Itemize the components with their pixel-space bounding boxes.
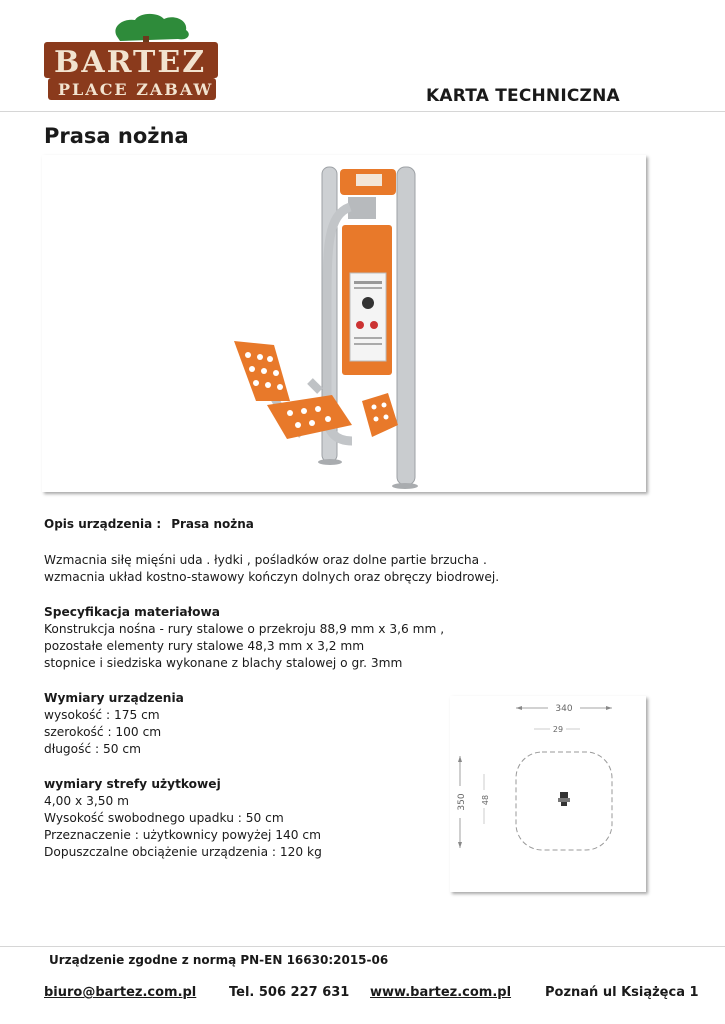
dimension-height: wysokość : 175 cm [44,708,160,722]
tree-icon [115,14,188,41]
zone-diagram [450,696,646,892]
website-link[interactable]: www.bartez.com.pl [370,985,512,1000]
document-type: KARTA TECHNICZNA [426,86,620,106]
zone-heading: wymiary strefy użytkowej [44,777,221,791]
zone-size: 4,00 x 3,50 m [44,794,129,808]
page-title: Prasa nożna [44,124,189,148]
bartez-logo [40,8,225,103]
spec-line: stopnice i siedziska wykonane z blachy stalowej o gr. 3mm [44,656,403,670]
device-footprint-icon [558,792,570,806]
address: Poznań ul Książęca 1 [545,985,699,1000]
zone-users: Przeznaczenie : użytkownicy powyżej 140 cm [44,828,321,842]
spec-heading: Specyfikacja materiałowa [44,605,220,619]
zone-outer-height: 350 [457,793,467,811]
phone-number: Tel. 506 227 631 [229,985,350,1000]
zone-inner-width: 29 [552,725,564,734]
dimensions-heading: Wymiary urządzenia [44,691,184,705]
zone-fall-height: Wysokość swobodnego upadku : 50 cm [44,811,284,825]
device-dimensions [44,690,184,758]
zone-outer-width: 340 [555,704,573,714]
zone-inner-height: 48 [481,794,490,806]
description-value: Prasa nożna [171,517,254,531]
description-label: Opis urządzenia : [44,517,162,531]
footer-divider [0,946,725,947]
spec-line: Konstrukcja nośna - rury stalowe o przekroju 88,9 mm x 3,6 mm , [44,622,445,636]
norm-statement: Urządzenie zgodne z normą PN-EN 16630:2015-06 [49,953,389,967]
svg-text:PLACE ZABAW: PLACE ZABAW [58,80,214,99]
purpose-line: Wzmacnia siłę mięśni uda . łydki , pośladków oraz dolne partie brzucha . [44,553,487,567]
description-line [44,517,254,531]
purpose-text [44,552,499,586]
use-zone [44,776,322,861]
product-photo [42,155,646,492]
dimension-width: szerokość : 100 cm [44,725,162,739]
header-divider [0,111,725,112]
material-spec [44,604,444,672]
dimension-length: długość : 50 cm [44,742,141,756]
email-link[interactable]: biuro@bartez.com.pl [44,985,197,1000]
purpose-line: wzmacnia układ kostno-stawowy kończyn dolnych oraz obręczy biodrowej. [44,570,500,584]
zone-load: Dopuszczalne obciążenie urządzenia : 120 kg [44,845,322,859]
svg-text:BARTEZ: BARTEZ [54,45,207,80]
spec-line: pozostałe elementy rury stalowe 48,3 mm x 3,2 mm [44,639,365,653]
